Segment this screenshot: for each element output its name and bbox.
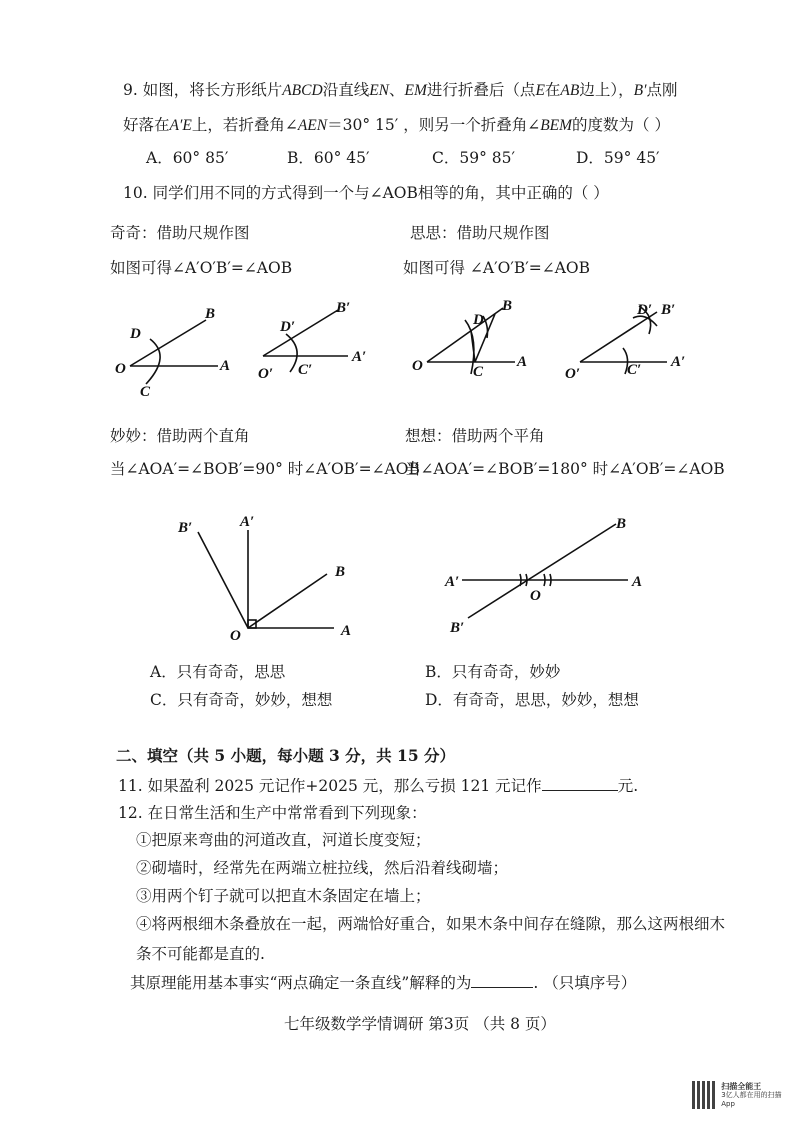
q9-option-d[interactable]: D．59° 45′ [576, 149, 660, 167]
label-b: B [502, 298, 513, 314]
q12-ask: 其原理能用基本事实“两点确定一条直线”解释的为 . （只填序号） [130, 974, 637, 992]
qiqi-desc: 如图可得∠A′O′B′=∠AOB [110, 259, 293, 277]
xiangxiang-figure [440, 510, 660, 640]
sisi-title: 思思：借助尺规作图 [410, 224, 550, 242]
label-o: O [230, 628, 241, 644]
sisi-angle-aob [427, 308, 515, 374]
q9-option-a[interactable]: A．60° 85′ [146, 149, 229, 167]
label-b: B [616, 516, 627, 532]
q12-item-3: ③用两个钉子就可以把直木条固定在墙上； [136, 887, 431, 905]
q10-option-b[interactable]: B．只有奇奇，妙妙 [425, 663, 561, 681]
label-o: O [115, 361, 126, 377]
q9-option-b[interactable]: B．60° 45′ [287, 149, 370, 167]
sisi-desc: 如图可得 ∠A′O′B′=∠AOB [403, 259, 591, 277]
miaomiao-desc: 当∠AOA′=∠BOB′=90° 时∠A′OB′=∠AOB [110, 460, 420, 478]
xiangxiang-title: 想想：借助两个平角 [405, 427, 545, 445]
q12-item-2: ②砌墙时，经常先在两端立桩拉线，然后沿着线砌墙； [136, 859, 509, 877]
q12-item-4-cont: 条不可能都是直的. [136, 945, 265, 963]
label-c-prime: C′ [298, 362, 313, 378]
q9-line-2: 好落在A′E上，若折叠角∠AEN＝30° 15′ ，则另一个折叠角∠BEM的度数为（ ） [123, 116, 670, 134]
q11-answer-blank[interactable] [542, 776, 618, 791]
label-a: A [341, 623, 352, 639]
label-a-prime: A′ [445, 574, 460, 590]
q12-answer-blank[interactable] [471, 973, 533, 988]
section-2-title: 二、填空（共 5 小题，每小题 3 分，共 15 分） [116, 746, 456, 765]
q12-stem: 12. 在日常生活和生产中常常看到下列现象： [118, 804, 427, 822]
sisi-angle-aprime [580, 306, 667, 374]
label-a-prime: A′ [671, 354, 686, 370]
label-d-prime: D′ [637, 302, 653, 318]
label-b-prime: B′ [450, 620, 465, 636]
label-b: B [335, 564, 346, 580]
qiqi-figure [108, 298, 378, 403]
q12-item-4: ④将两根细木条叠放在一起，两端恰好重合，如果木条中间存在缝隙，那么这两根细木 [136, 915, 726, 933]
label-a: A [632, 574, 643, 590]
label-c: C [140, 384, 151, 400]
qiqi-angle-aob [130, 320, 218, 384]
scanner-sub: 3亿人都在用的扫描App [721, 1090, 782, 1108]
q9-line-1: 9. 如图，将长方形纸片ABCD沿直线EN、EM进行折叠后（点E在AB边上），B′点刚 [123, 81, 678, 99]
miaomiao-figure [172, 510, 372, 645]
label-b-prime: B′ [336, 300, 351, 316]
label-b-prime: B′ [661, 302, 676, 318]
sisi-figure [405, 296, 705, 386]
label-c: C [473, 364, 484, 380]
label-d-prime: D′ [280, 319, 296, 335]
label-d: D [473, 312, 484, 328]
q12-item-1: ①把原来弯曲的河道改直，河道长度变短； [136, 831, 431, 849]
page-footer: 七年级数学学情调研 第3页 （共 8 页） [284, 1015, 556, 1033]
label-o: O [412, 358, 423, 374]
label-o-prime: O′ [258, 366, 274, 382]
miaomiao-title: 妙妙：借助两个直角 [110, 427, 250, 445]
label-d: D [130, 326, 141, 342]
q10-option-c[interactable]: C．只有奇奇，妙妙，想想 [150, 691, 333, 709]
scanner-watermark [692, 1080, 788, 1110]
xiangxiang-desc: 当∠AOA′=∠BOB′=180° 时∠A′OB′=∠AOB [405, 460, 725, 478]
label-a-prime: A′ [240, 514, 255, 530]
label-b-prime: B′ [178, 520, 193, 536]
label-o: O [530, 588, 541, 604]
label-o-prime: O′ [565, 366, 581, 382]
label-a: A [517, 354, 528, 370]
scanner-name: 扫描全能王 [721, 1081, 762, 1091]
q10-option-a[interactable]: A．只有奇奇，思思 [150, 663, 286, 681]
label-a-prime: A′ [352, 349, 367, 365]
qiqi-title: 奇奇：借助尺规作图 [110, 224, 250, 242]
label-c-prime: C′ [627, 362, 642, 378]
q11: 11. 如果盈利 2025 元记作+2025 元，那么亏损 121 元记作 元. [118, 777, 639, 795]
q9-option-c[interactable]: C．59° 85′ [432, 149, 516, 167]
qr-code-icon [692, 1081, 717, 1109]
q10-option-d[interactable]: D．有奇奇，思思，妙妙，想想 [425, 691, 639, 709]
q10-stem: 10. 同学们用不同的方式得到一个与∠AOB相等的角，其中正确的（ ） [123, 184, 609, 202]
label-b: B [205, 306, 216, 322]
label-a: A [220, 358, 231, 374]
